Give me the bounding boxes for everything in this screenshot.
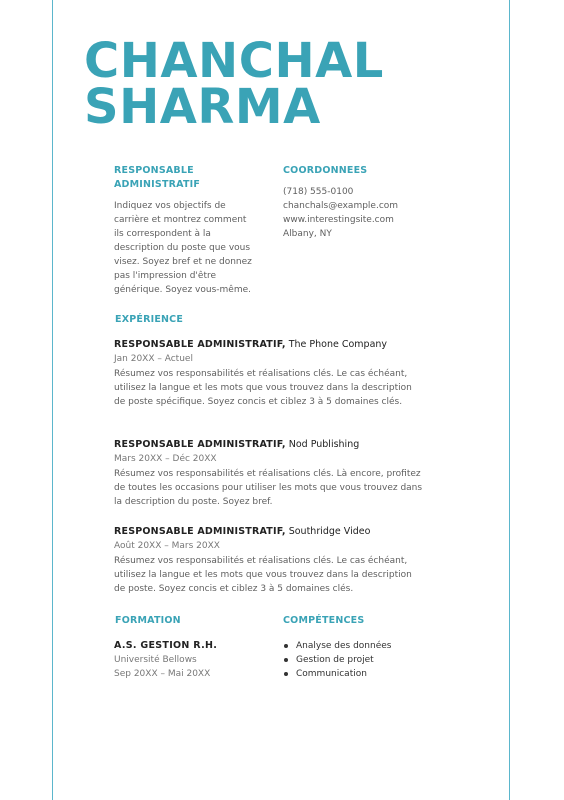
job-dates: Août 20XX – Mars 20XX xyxy=(114,541,220,551)
education-degree: A.S. GESTION R.H. xyxy=(114,640,218,651)
objective-heading-line2: ADMINISTRATIF xyxy=(114,179,201,190)
skills-heading: COMPÉTENCES xyxy=(283,615,365,626)
job-entry xyxy=(114,438,424,509)
contact-phone: (718) 555-0100 xyxy=(283,187,354,197)
job-entry xyxy=(114,525,424,596)
skill-label: Gestion de projet xyxy=(296,655,374,665)
education-heading: FORMATION xyxy=(115,615,181,626)
skill-label: Analyse des données xyxy=(296,641,392,651)
job-description: Résumez vos responsabilités et réalisations clés. Là encore, profitez de toutes les occasions pour utiliser les mots que vous trouvez dans la description du poste. Soyez bref. xyxy=(114,469,423,507)
last-name: SHARMA xyxy=(84,79,321,135)
skill-item xyxy=(283,667,391,681)
contact-location: Albany, NY xyxy=(283,229,332,239)
education-entry xyxy=(114,639,264,681)
job-title: RESPONSABLE ADMINISTRATIF, xyxy=(114,339,286,350)
contact-list xyxy=(283,185,483,241)
job-description: Résumez vos responsabilités et réalisations clés. Le cas échéant, utilisez la langue et les mots que vous trouvez dans la description de poste. Soyez concis et ciblez 3 à 5 domaines clés. xyxy=(114,556,412,594)
job-entry xyxy=(114,338,424,409)
contact-website: www.interestingsite.com xyxy=(283,215,394,225)
education-dates: Sep 20XX – Mai 20XX xyxy=(114,669,211,679)
skill-label: Communication xyxy=(296,669,367,679)
job-dates: Mars 20XX – Déc 20XX xyxy=(114,454,217,464)
objective-text: Indiquez vos objectifs de carrière et montrez comment ils correspondent à la description du poste que vous visez. Soyez bref et ne donnez pas l'impression d'être générique. Soyez vous-même. xyxy=(114,201,252,295)
job-company: Southridge Video xyxy=(288,526,371,537)
job-header xyxy=(114,438,424,452)
bullet-icon xyxy=(284,658,288,662)
job-title: RESPONSABLE ADMINISTRATIF, xyxy=(114,526,286,537)
first-name: CHANCHAL xyxy=(84,33,384,89)
bullet-icon xyxy=(284,644,288,648)
bullet-icon xyxy=(284,672,288,676)
skill-item xyxy=(283,653,391,667)
job-title: RESPONSABLE ADMINISTRATIF, xyxy=(114,439,286,450)
job-header xyxy=(114,525,424,539)
skill-item xyxy=(283,639,391,653)
objective-heading-line1: RESPONSABLE xyxy=(114,165,194,176)
skills-list xyxy=(283,639,391,681)
resume-name xyxy=(84,33,384,135)
job-company: The Phone Company xyxy=(288,339,388,350)
contact-email: chanchals@example.com xyxy=(283,201,399,211)
contact-heading: COORDONNEES xyxy=(283,165,368,176)
experience-heading: EXPÉRIENCE xyxy=(115,314,184,325)
job-company: Nod Publishing xyxy=(288,439,360,450)
job-description: Résumez vos responsabilités et réalisations clés. Le cas échéant, utilisez la langue et les mots que vous trouvez dans la description de poste spécifique. Soyez concis et ciblez 3 à 5 domaines clés. xyxy=(114,369,412,407)
job-dates: Jan 20XX – Actuel xyxy=(114,354,193,364)
job-header xyxy=(114,338,424,352)
education-school: Université Bellows xyxy=(114,655,197,665)
objective-heading xyxy=(114,164,200,192)
